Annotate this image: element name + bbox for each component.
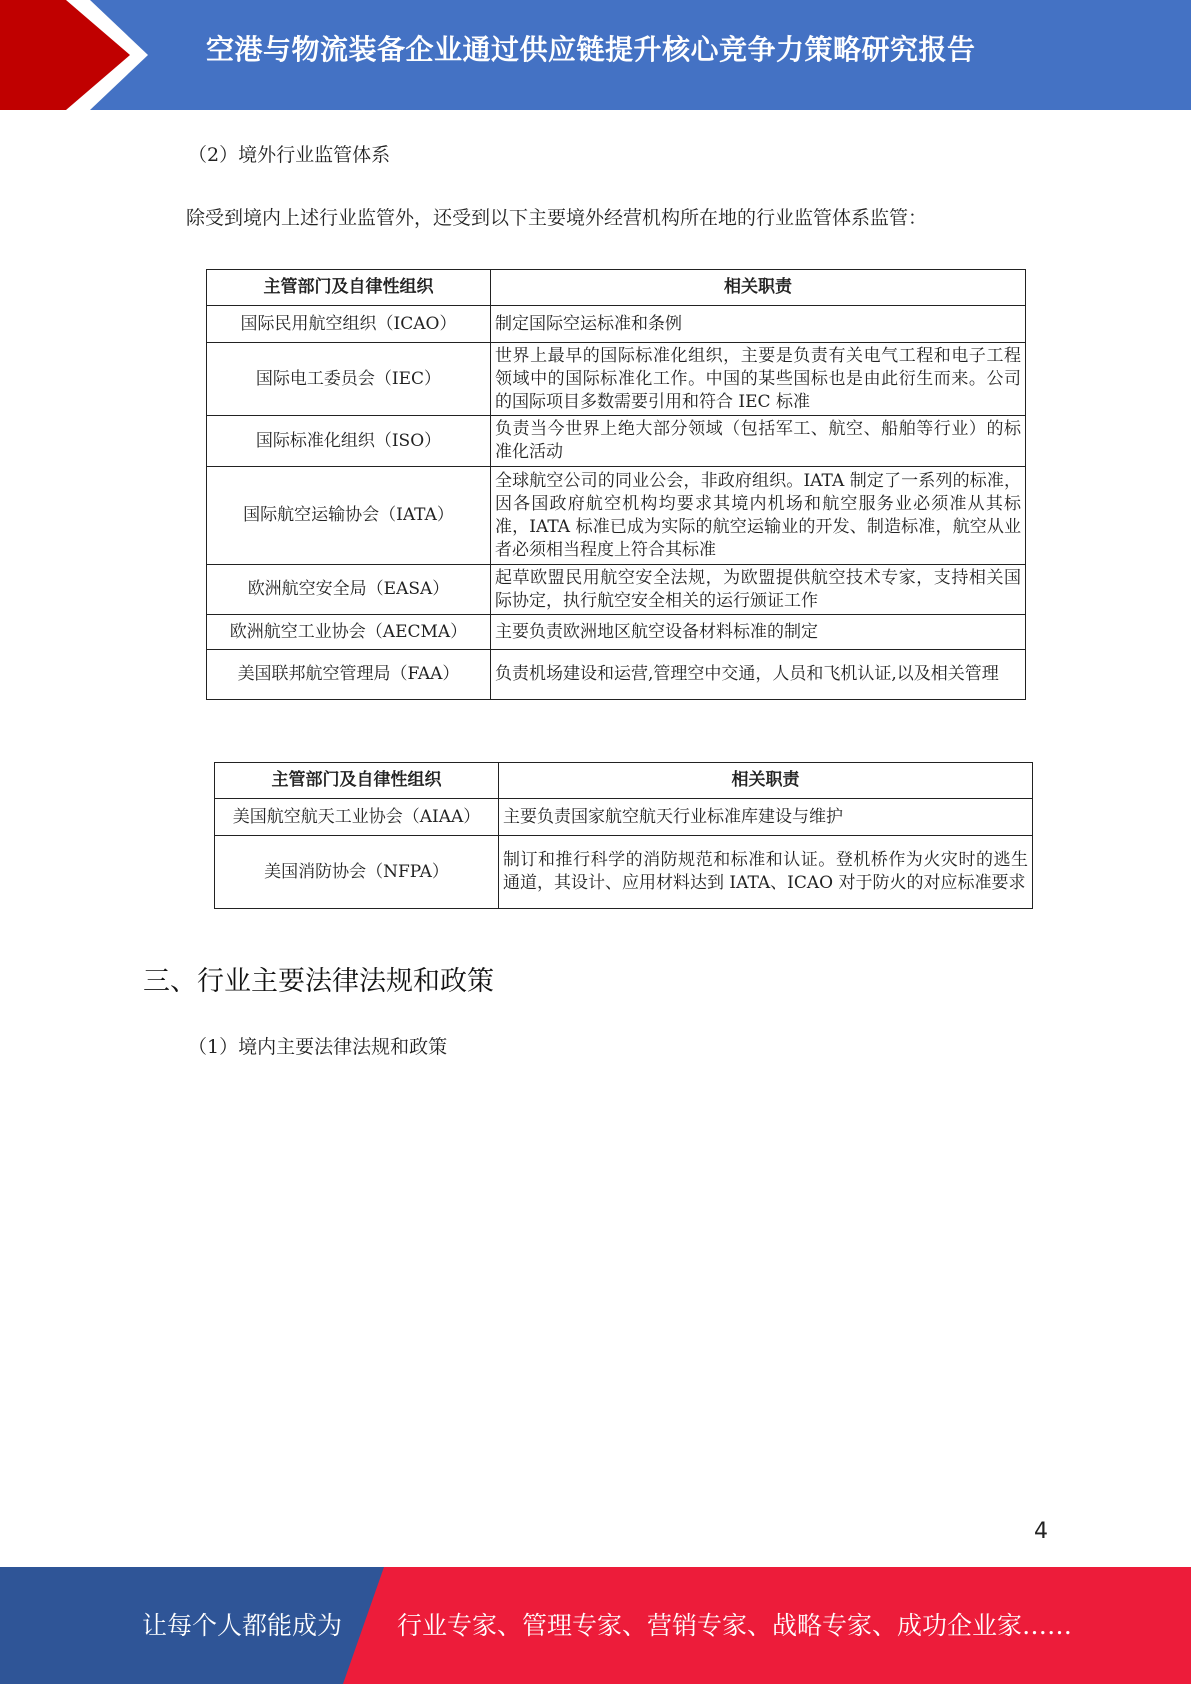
org-cell: 美国联邦航空管理局（FAA）	[207, 650, 491, 700]
regulators-table-1	[206, 269, 1026, 700]
report-title: 空港与物流装备企业通过供应链提升核心竞争力策略研究报告	[206, 33, 976, 66]
table-row	[207, 306, 1026, 343]
section-heading-laws: 三、行业主要法律法规和政策	[143, 966, 494, 997]
subsection-heading-foreign-regulation: （2）境外行业监管体系	[188, 144, 391, 166]
table-row	[207, 416, 1026, 467]
duty-cell: 负责当今世界上绝大部分领域（包括军工、航空、船舶等行业）的标准化活动	[491, 416, 1026, 467]
table-row	[207, 343, 1026, 416]
page-header	[0, 0, 1191, 110]
org-cell: 美国航空航天工业协会（AIAA）	[215, 799, 499, 836]
org-cell: 国际标准化组织（ISO）	[207, 416, 491, 467]
column-header-duty: 相关职责	[491, 270, 1026, 306]
table-row	[207, 650, 1026, 700]
subsection-heading-domestic-laws: （1）境内主要法律法规和政策	[188, 1036, 448, 1058]
table-header-row	[215, 763, 1033, 799]
duty-cell: 起草欧盟民用航空安全法规，为欧盟提供航空技术专家，支持相关国际协定，执行航空安全相关的运行颁证工作	[491, 565, 1026, 615]
org-cell: 国际航空运输协会（IATA）	[207, 467, 491, 565]
footer-slogan-left: 让每个人都能成为	[142, 1611, 343, 1640]
column-header-duty: 相关职责	[499, 763, 1033, 799]
column-header-org: 主管部门及自律性组织	[207, 270, 491, 306]
org-cell: 欧洲航空工业协会（AECMA）	[207, 615, 491, 650]
table-row	[207, 565, 1026, 615]
table-row	[207, 615, 1026, 650]
footer-slogan-right: 行业专家、管理专家、营销专家、战略专家、成功企业家……	[397, 1611, 1073, 1640]
org-cell: 欧洲航空安全局（EASA）	[207, 565, 491, 615]
duty-cell: 制订和推行科学的消防规范和标准和认证。登机桥作为火灾时的逃生通道，其设计、应用材料达到 IATA、ICAO 对于防火的对应标准要求	[499, 836, 1033, 909]
org-cell: 国际电工委员会（IEC）	[207, 343, 491, 416]
org-cell: 国际民用航空组织（ICAO）	[207, 306, 491, 343]
duty-cell: 全球航空公司的同业公会，非政府组织。IATA 制定了一系列的标准，因各国政府航空机构均要求其境内机场和航空服务业必须准从其标准，IATA 标准已成为实际的航空运输业的开发、制造标准，航空从业者必须相当程度上符合其标准	[491, 467, 1026, 565]
duty-cell: 世界上最早的国际标准化组织，主要是负责有关电气工程和电子工程领域中的国际标准化工作。中国的某些国标也是由此衍生而来。公司的国际项目多数需要引用和符合 IEC 标准	[491, 343, 1026, 416]
duty-cell: 主要负责欧洲地区航空设备材料标准的制定	[491, 615, 1026, 650]
table-header-row	[207, 270, 1026, 306]
intro-paragraph: 除受到境内上述行业监管外，还受到以下主要境外经营机构所在地的行业监管体系监管：	[186, 207, 928, 229]
column-header-org: 主管部门及自律性组织	[215, 763, 499, 799]
page-number: 4	[1034, 1519, 1048, 1544]
table-row	[207, 467, 1026, 565]
duty-cell: 主要负责国家航空航天行业标准库建设与维护	[499, 799, 1033, 836]
regulators-table-2	[214, 762, 1033, 909]
page-footer	[0, 1567, 1191, 1684]
org-cell: 美国消防协会（NFPA）	[215, 836, 499, 909]
table-row	[215, 836, 1033, 909]
duty-cell: 负责机场建设和运营,管理空中交通，人员和飞机认证,以及相关管理	[491, 650, 1026, 700]
duty-cell: 制定国际空运标准和条例	[491, 306, 1026, 343]
table-row	[215, 799, 1033, 836]
